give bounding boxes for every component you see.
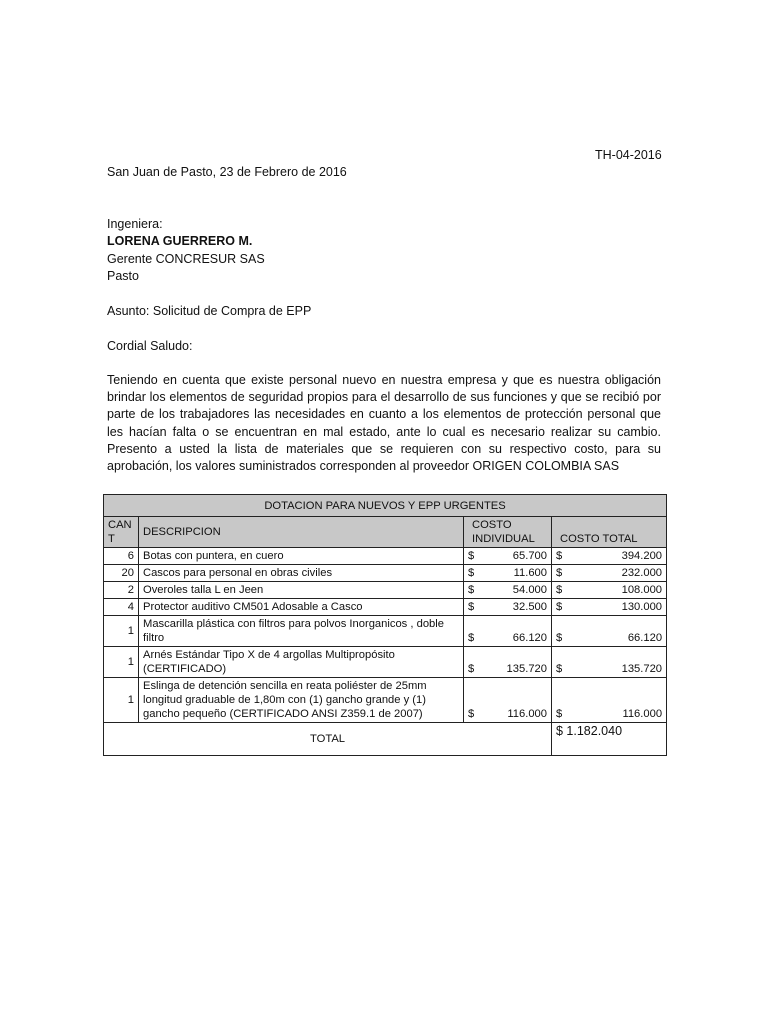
money-value: [468, 662, 547, 676]
row-unit-cost: [464, 647, 552, 678]
amount: 135.720: [621, 663, 663, 675]
row-qty: 1: [104, 647, 139, 678]
money-value: [468, 707, 547, 721]
money-value: [468, 549, 547, 563]
row-total-cost: [552, 678, 667, 723]
row-qty: 4: [104, 599, 139, 616]
currency-symbol: $: [556, 601, 563, 613]
total-row: [104, 723, 667, 756]
recipient-position: Gerente CONCRESUR SAS: [107, 251, 265, 266]
recipient-title: Ingeniera:: [107, 217, 163, 231]
column-header-qty: CAN T: [104, 517, 139, 548]
money-value: [468, 631, 547, 645]
currency-symbol: $: [556, 663, 563, 675]
currency-symbol: $: [556, 632, 563, 644]
money-value: [556, 662, 662, 676]
currency-symbol: $: [468, 584, 475, 596]
money-value: [468, 583, 547, 597]
currency-symbol: $: [468, 632, 475, 644]
amount: 11.600: [513, 567, 547, 579]
row-unit-cost: [464, 599, 552, 616]
total-label: TOTAL: [104, 723, 552, 756]
currency-symbol: $: [556, 567, 563, 579]
row-unit-cost: [464, 616, 552, 647]
money-value: [556, 566, 662, 580]
row-total-cost: [552, 599, 667, 616]
row-total-cost: [552, 565, 667, 582]
table-row: [104, 599, 667, 616]
amount: 116.000: [507, 708, 547, 720]
row-description: Botas con puntera, en cuero: [139, 548, 464, 565]
recipient-name: LORENA GUERRERO M.: [107, 234, 253, 249]
table-row: [104, 582, 667, 599]
currency-symbol: $: [556, 550, 563, 562]
currency-symbol: $: [556, 708, 563, 720]
money-value: [556, 549, 662, 563]
row-qty: 2: [104, 582, 139, 599]
money-value: [468, 566, 547, 580]
epp-cost-table: [103, 494, 667, 756]
row-description: Overoles talla L en Jeen: [139, 582, 464, 599]
subject-line: Asunto: Solicitud de Compra de EPP: [107, 304, 312, 318]
amount: 135.720: [506, 663, 547, 675]
greeting: Cordial Saludo:: [107, 339, 193, 353]
row-unit-cost: [464, 548, 552, 565]
row-qty: 1: [104, 616, 139, 647]
row-description: Cascos para personal en obras civiles: [139, 565, 464, 582]
recipient-city: Pasto: [107, 268, 139, 283]
row-total-cost: [552, 582, 667, 599]
amount: 65.700: [512, 550, 547, 562]
currency-symbol: $: [468, 567, 475, 579]
money-value: [556, 600, 662, 614]
currency-symbol: $: [468, 601, 475, 613]
currency-symbol: $: [468, 663, 475, 675]
column-header-total-cost: COSTO TOTAL: [552, 517, 667, 548]
amount: 66.120: [512, 632, 547, 644]
row-description: Mascarilla plástica con filtros para polvos Inorganicos , doble filtro: [139, 616, 464, 647]
table-row: [104, 647, 667, 678]
money-value: [556, 631, 662, 645]
row-total-cost: [552, 616, 667, 647]
amount: 108.000: [621, 584, 663, 596]
row-qty: 6: [104, 548, 139, 565]
amount: 32.500: [512, 601, 547, 613]
row-unit-cost: [464, 582, 552, 599]
total-value: $ 1.182.040: [552, 723, 667, 756]
amount: 116.000: [622, 708, 663, 720]
amount: 232.000: [621, 567, 663, 579]
amount: 54.000: [512, 584, 547, 596]
table-row: [104, 678, 667, 723]
money-value: [468, 600, 547, 614]
document-code: TH-04-2016: [595, 148, 662, 162]
table-title: DOTACION PARA NUEVOS Y EPP URGENTES: [104, 495, 667, 517]
amount: 66.120: [627, 632, 663, 644]
amount: 130.000: [621, 601, 663, 613]
money-value: [556, 707, 662, 721]
table-header-row: [104, 517, 667, 548]
row-description: Protector auditivo CM501 Adosable a Casco: [139, 599, 464, 616]
currency-symbol: $: [468, 708, 475, 720]
row-unit-cost: [464, 565, 552, 582]
column-header-unit-cost: COSTO INDIVIDUAL: [464, 517, 552, 548]
table-row: [104, 565, 667, 582]
row-total-cost: [552, 647, 667, 678]
date-line: San Juan de Pasto, 23 de Febrero de 2016: [107, 165, 347, 179]
row-qty: 20: [104, 565, 139, 582]
table-body: [104, 548, 667, 723]
row-description: Arnés Estándar Tipo X de 4 argollas Multipropósito (CERTIFICADO): [139, 647, 464, 678]
table-row: [104, 548, 667, 565]
row-unit-cost: [464, 678, 552, 723]
table-row: [104, 616, 667, 647]
row-description: Eslinga de detención sencilla en reata poliéster de 25mm longitud graduable de 1,80m con (1) gancho grande y (1) gancho pequeño (CERTIFICADO ANSI Z359.1 de 2007): [139, 678, 464, 723]
recipient-block: [107, 216, 265, 285]
currency-symbol: $: [468, 550, 475, 562]
currency-symbol: $: [556, 584, 563, 596]
row-total-cost: [552, 548, 667, 565]
row-qty: 1: [104, 678, 139, 723]
money-value: [556, 583, 662, 597]
column-header-description: DESCRIPCION: [139, 517, 464, 548]
body-paragraph: Teniendo en cuenta que existe personal nuevo en nuestra empresa y que es nuestra obligación brindar los elementos de seguridad propios para el desarrollo de sus funciones y que se recibió por parte de los trabajadores las necesidades en cuanto a los elementos de protección personal que les hacían falta o se encuentran en mal estado, ante lo cual es necesario realizar su cambio. Presento a usted la lista de materiales que se requieren con su respectivo costo, para su aprobación, los valores suministrados corresponden al proveedor ORIGEN COLOMBIA SAS: [107, 373, 661, 474]
amount: 394.200: [621, 550, 663, 562]
